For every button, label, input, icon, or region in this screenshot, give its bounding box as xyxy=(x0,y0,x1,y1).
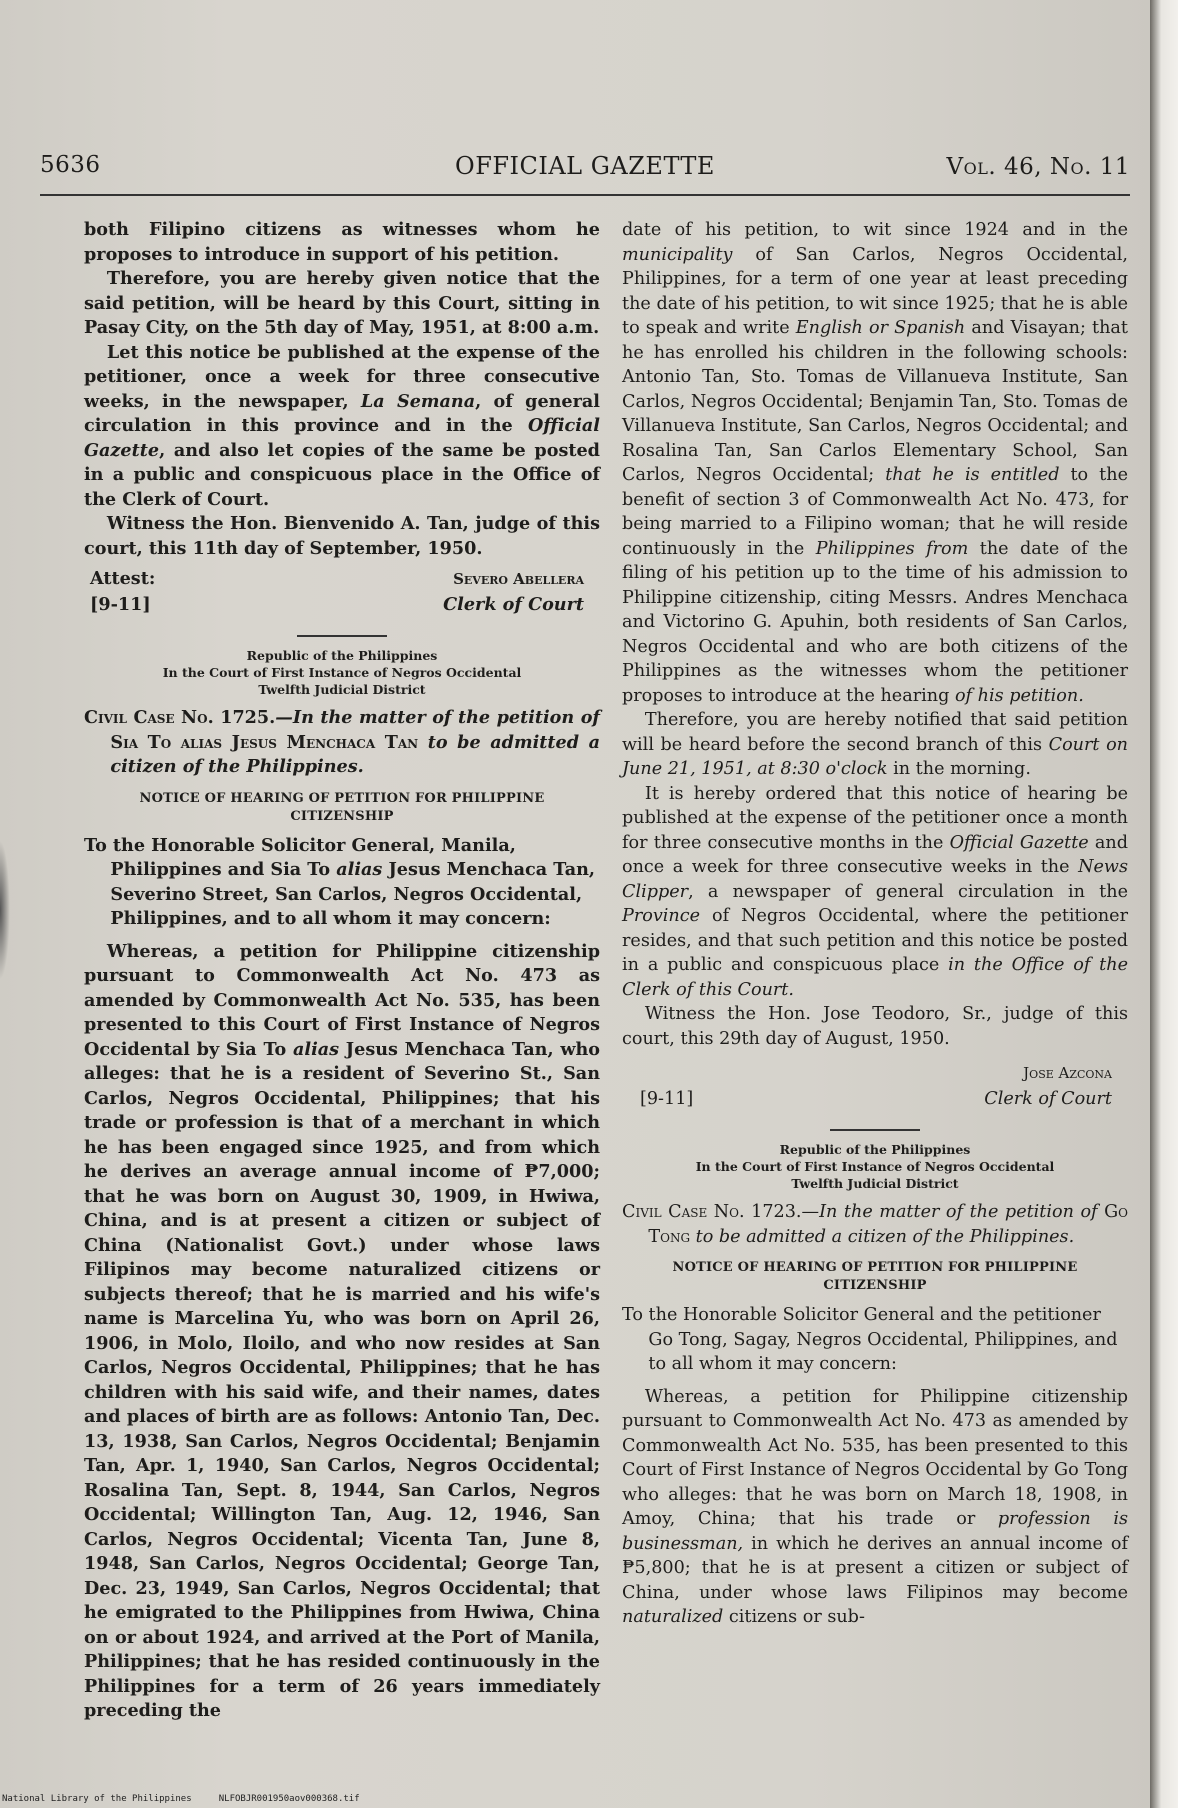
left-column xyxy=(84,218,600,1724)
section-divider xyxy=(830,1129,920,1131)
clerk-name: Jose Azcona xyxy=(1023,1064,1112,1082)
scan-shadow xyxy=(0,840,10,980)
paragraph: Therefore, you are hereby given notice that the said petition, will be heard by this Court, sitting in Pasay City, on the 5th day of May, 1951, at 8:00 a.m. xyxy=(84,268,600,338)
clerk-title: Clerk of Court xyxy=(443,594,584,615)
paragraph: It is hereby ordered that this notice of hearing be published at the expense of the petitioner once a month for three consecutive months in the Official Gazette and once a week for three consecutive weeks in the News Clipper, a newspaper of general circulation in the Province of Negros Occidental, where the petitioner resides, and that such petition and this notice be posted in a public and conspicuous place in the Office of the Clerk of this Court. xyxy=(622,783,1128,1000)
page-edge xyxy=(1150,0,1178,1808)
section-divider xyxy=(297,635,387,637)
paragraph: Witness the Hon. Jose Teodoro, Sr., judge of this court, this 29th day of August, 1950. xyxy=(622,1004,1128,1049)
court-heading: Republic of the Philippines In the Court of First Instance of Negros Occidental Twelfth Judicial District xyxy=(695,1142,1055,1191)
page-number: 5636 xyxy=(40,152,101,178)
addressee: To the Honorable Solicitor General, Manila, Philippines and Sia To alias Jesus Menchaca Tan, Severino Street, San Carlos, Negros Occidental, Philippines, and to all whom it may concern: xyxy=(84,834,596,929)
notice-ref: [9-11] xyxy=(90,594,151,615)
right-column xyxy=(622,218,1128,1630)
clerk-title: Clerk of Court xyxy=(984,1089,1112,1109)
paragraph: both Filipino citizens as witnesses whom he proposes to introduce in support of his petition. xyxy=(84,219,600,265)
notice-title: NOTICE OF HEARING OF PETITION FOR PHILIPPINE CITIZENSHIP xyxy=(139,790,545,824)
paragraph: Whereas, a petition for Philippine citizenship pursuant to Commonwealth Act No. 473 as amended by Commonwealth Act No. 535, has been presented to this Court of First Instance of Negros Occidental by Sia To alias Jesus Menchaca Tan, who alleges: that he is a resident of Severino St., San Carlos, Negros Occidental, Philippines; that his trade or profession is that of a merchant in which he has been engaged since 1925, and from which he derives an average annual income of ₱7,000; that he was born on August 30, 1909, in Hwiwa, China, and is at present a citizen or subject of China (Nationalist Govt.) under whose laws Filipinos may become naturalized citizens or subjects thereof; that he is married and his wife's name is Marcelina Yu, who was born on April 26, 1906, in Molo, Iloilo, and who now resides at San Carlos, Negros Occidental, Philippines; that he has children with his said wife, and their names, dates and places of birth are as follows: Antonio Tan, Dec. 13, 1938, San Carlos, Negros Occidental; Benjamin Tan, Apr. 1, 1940, San Carlos, Negros Occidental; Rosalina Tan, Sept. 8, 1944, San Carlos, Negros Occidental; Willington Tan, Aug. 12, 1946, San Carlos, Negros Occidental; Vicenta Tan, June 8, 1948, San Carlos, Negros Occidental; George Tan, Dec. 23, 1949, San Carlos, Negros Occidental; that he emigrated to the Philippines from Hwiwa, China on or about 1924, and arrived at the Port of Manila, Philippines; that he has resided continuously in the Philippines for a term of 26 years immediately preceding the xyxy=(84,940,600,1721)
paragraph: Therefore, you are hereby notified that said petition will be heard before the second branch of this Court on June 21, 1951, at 8:30 o'clock in the morning. xyxy=(622,710,1128,779)
attest-label: Attest: xyxy=(90,568,156,589)
notice-ref: [9-11] xyxy=(640,1089,694,1109)
court-heading: Republic of the Philippines In the Court of First Instance of Negros Occidental Twelfth Judicial District xyxy=(162,648,522,697)
running-header xyxy=(40,152,1130,192)
page-title: OFFICIAL GAZETTE xyxy=(455,152,715,180)
addressee: To the Honorable Solicitor General and the petitioner Go Tong, Sagay, Negros Occidental, Philippines, and to all whom it may concern: xyxy=(622,1305,1118,1374)
header-rule xyxy=(40,194,1130,196)
signature-block xyxy=(622,1061,1128,1115)
paragraph: Witness the Hon. Bienvenido A. Tan, judge of this court, this 11th day of September, 1950. xyxy=(84,513,600,559)
clerk-name: Severo Abellera xyxy=(453,570,584,588)
case-caption: Civil Case No. 1725.—In the matter of the petition of Sia To alias Jesus Menchaca Tan to be admitted a citizen of the Philippines. xyxy=(84,707,600,777)
notice-title: NOTICE OF HEARING OF PETITION FOR PHILIPPINE CITIZENSHIP xyxy=(672,1260,1078,1293)
volume-number: Vol. 46, No. 11 xyxy=(946,154,1130,180)
paragraph: Whereas, a petition for Philippine citizenship pursuant to Commonwealth Act No. 473 as amended by Commonwealth Act No. 535, has been presented to this Court of First Instance of Negros Occidental by Go Tong who alleges: that he was born on March 18, 1908, in Amoy, China; that his trade or profession is businessman, in which he derives an annual income of ₱5,800; that he is at present a citizen or subject of China, under whose laws Filipinos may become naturalized citizens or sub- xyxy=(622,1386,1129,1627)
paragraph: Let this notice be published at the expense of the petitioner, once a week for three consecutive weeks, in the newspaper, La Semana, of general circulation in this province and in the Official Gazette, and also let copies of the same be posted in a public and conspicuous place in the Office of the Clerk of Court. xyxy=(84,341,600,510)
paragraph: date of his petition, to wit since 1924 and in the municipality of San Carlos, Negros Occidental, Philippines, for a term of one year at least preceding the date of his petition, to wit since 1925; that he is able to speak and write English or Spanish and Visayan; that he has enrolled his children in the following schools: Antonio Tan, Sto. Tomas de Villanueva Institute, San Carlos, Negros Occidental; Benjamin Tan, Sto. Tomas de Villanueva Institute, San Carlos, Negros Occidental; and Rosalina Tan, San Carlos Elementary School, San Carlos, Negros Occidental; that he is entitled to the benefit of section 3 of Commonwealth Act No. 473, for being married to a Filipino woman; that he will reside continuously in the Philippines from the date of the filing of his petition up to the time of his admission to Philippine citizenship, citing Messrs. Andres Menchaca and Victorino G. Apuhin, both residents of San Carlos, Negros Occidental and who are both citizens of the Philippines as the witnesses whom the petitioner proposes to introduce at the hearing of his petition. xyxy=(622,220,1128,706)
signature-block xyxy=(84,567,600,621)
scan-footer: National Library of the Philippines NLFOBJR001950aov000368.tif xyxy=(2,1794,360,1804)
case-caption: Civil Case No. 1723.—In the matter of the petition of Go Tong to be admitted a citizen of the Philippines. xyxy=(622,1202,1129,1247)
